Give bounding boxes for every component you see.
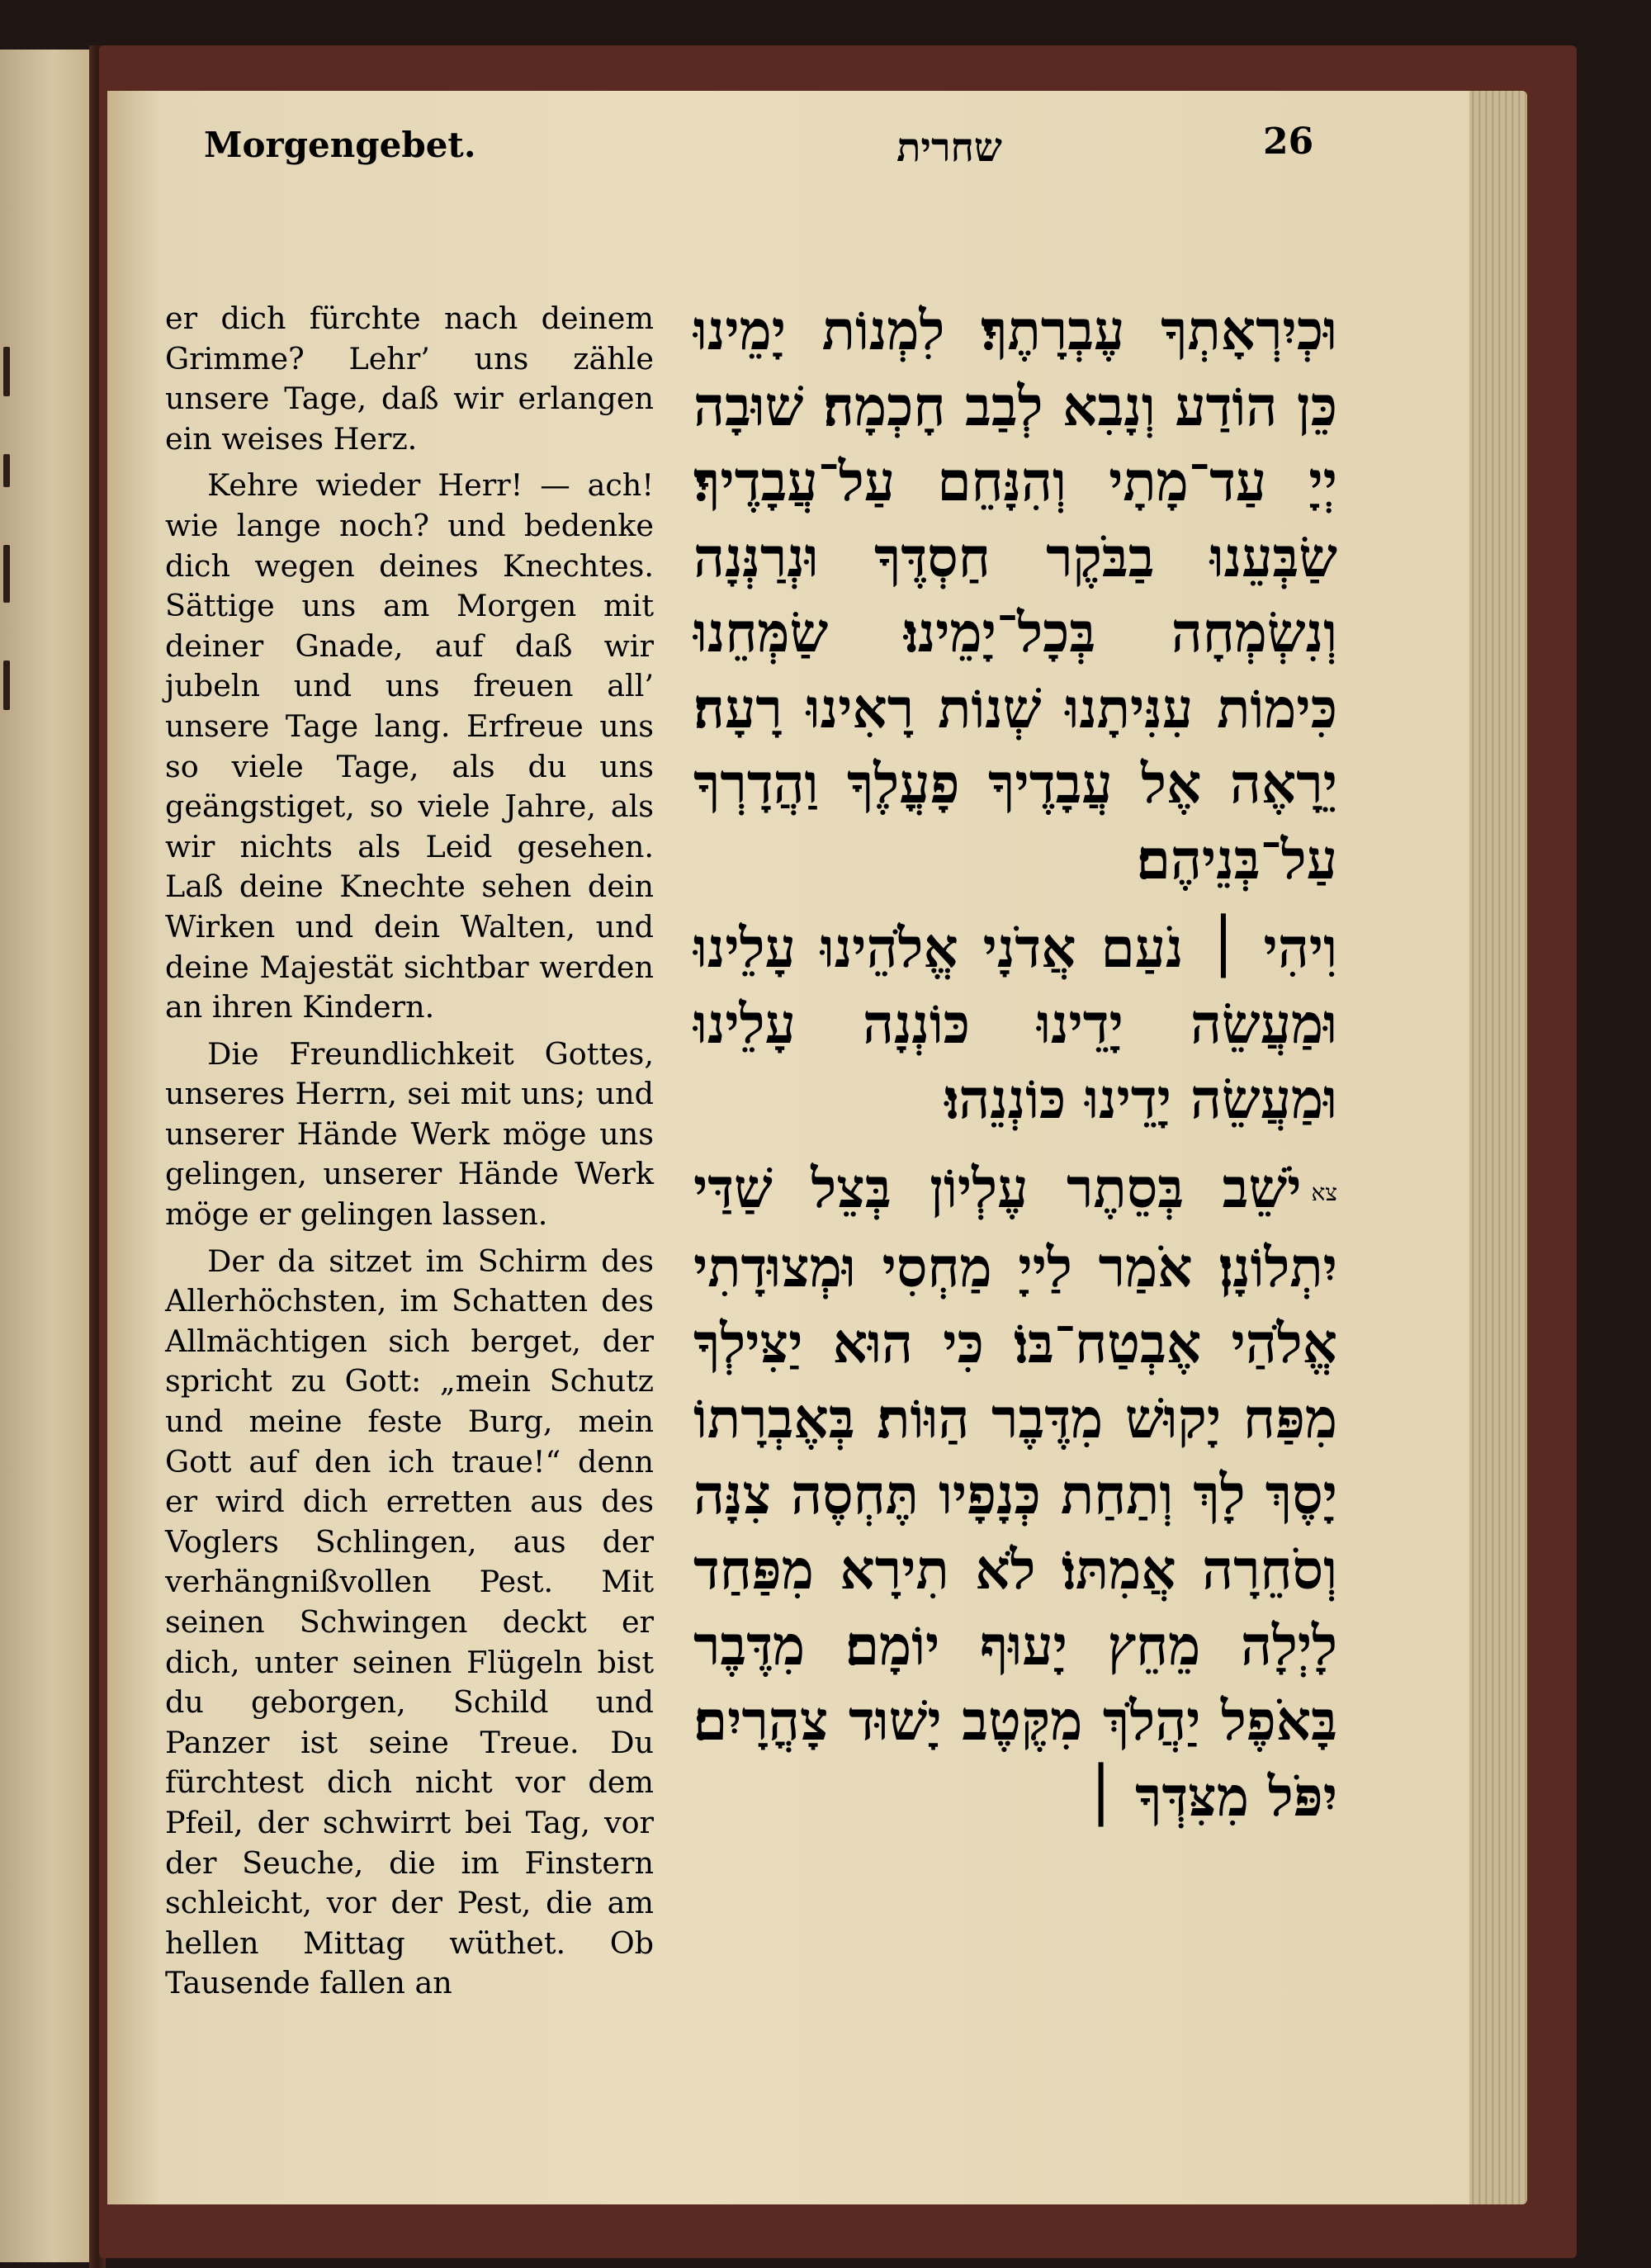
hebrew-paragraph: וּכְיִרְאָתְךָ עֶבְרָתֶךָ׃ לִמְנוֹת יָמֵינוּ כֵּן הוֹדַע וְנָבִא לְבַב חָכְמָה׃ שׁוּבָה יְיָ עַד־מָתָי וְהִנָּחֵם עַל־עֲבָדֶיךָ׃ שַׂבְּעֵנוּ בַבֹּקֶר חַסְדֶּךָ וּנְרַנְּנָה וְנִשְׂמְחָה בְּכָל־יָמֵינוּ׃ שַׂמְּחֵנוּ כִּימוֹת עִנִּיתָנוּ שְׁנוֹת רָאִינוּ רָעָה׃ יֵרָאֶה אֶל עֲבָדֶיךָ פָעֳלֶךָ וַהֲדָרְךָ עַל־בְּנֵיהֶם׃ (693, 298, 1337, 892)
hebrew-paragraph: וִיהִי ׀ נֹעַם אֲדֹנָי אֱלֹהֵינוּ עָלֵינוּ וּמַעֲשֵׂה יָדֵינוּ כּוֹנְנָה עָלֵינוּ וּמַעֲשֵׂה יָדֵינוּ כּוֹנְנֵהוּ׃ (693, 916, 1337, 1131)
german-paragraph: er dich fürchte nach deinem Grimme? Lehr’ uns zähle unsere Tage, daß wir erlangen ein weises Herz. (165, 301, 654, 457)
hebrew-paragraph (693, 1151, 1337, 1835)
german-paragraph: Der da sitzet im Schirm des Allerhöchsten, im Schatten des Allmächtigen sich berget, der spricht zu Gott: „mein Schutz und meine feste Burg, mein Gott auf den ich traue!“ denn er wird dich erretten aus des Voglers Schlingen, aus der verhängnißvollen Pest. Mit seinen Schwingen deckt er dich, unter seinen Flügeln bist du geborgen, Schild und Panzer ist seine Treue. Du fürchtest dich nicht vor dem Pfeil, der schwirrt bei Tag, vor der Seuche, die im Finstern schleicht, vor der Pest, die am hellen Mittag wüthet. Ob Tausende fallen an (165, 1243, 654, 2001)
german-paragraph: Kehre wieder Herr! — ach! wie lange noch? und bedenke dich wegen deines Knechtes. Sättige uns am Morgen mit deiner Gnade, auf daß wir jubeln und uns freuen all’ unsere Tage lang. Erfreue uns so viele Tage, als du uns geängstiget, so viele Jahre, als wir nichts als Leid gesehen. Laß deine Knechte sehen dein Wirken und dein Walten, und deine Majestät sichtbar werden an ihren Kindern. (165, 467, 654, 1025)
left-page-text-fragments (3, 347, 12, 842)
page-number: 26 (1263, 121, 1314, 163)
text-fragment (3, 545, 10, 603)
psalm-number-marker: צא (1311, 1178, 1337, 1206)
text-fragment (3, 661, 10, 710)
left-page-edge (0, 50, 92, 2262)
german-translation-column (165, 299, 654, 2004)
hebrew-text-column (693, 293, 1337, 1835)
text-fragment (3, 347, 10, 396)
running-header-german: Morgengebet. (204, 125, 476, 165)
page-block-edges (1461, 91, 1527, 2204)
running-header-hebrew: שחרית (896, 125, 1002, 171)
german-paragraph: Die Freundlichkeit Gottes, unseres Herrn, sei mit uns; und unserer Hände Werk möge uns gelingen, unserer Hände Werk möge er gelingen lassen. (165, 1035, 654, 1233)
text-fragment (3, 454, 10, 487)
hebrew-psalm-text: יֹשֵׁב בְּסֵתֶר עֶלְיוֹן בְּצֵל שַׁדַּי יִתְלוֹנָן׃ אֹמַר לַייָ מַחְסִי וּמְצוּדָתִי אֱלֹהַי אֶבְטַח־בּוֹ׃ כִּי הוּא יַצִּילְךָ מִפַּח יָקוּשׁ מִדֶּבֶר הַוּוֹת׃ בְּאֶבְרָתוֹ יָסֶךְ לָךְ וְתַחַת כְּנָפָיו תֶּחְסֶה צִנָּה וְסֹחֵרָה אֲמִתּוֹ׃ לֹא תִירָא מִפַּחַד לָיְלָה מֵחֵץ יָעוּף יוֹמָם׃ מִדֶּבֶר בָּאֹפֶל יַהֲלֹךְ מִקֶּטֶב יָשׁוּד צָהֳרָיִם׃ יִפֹּל מִצִּדְּךָ ׀ (693, 1155, 1337, 1829)
